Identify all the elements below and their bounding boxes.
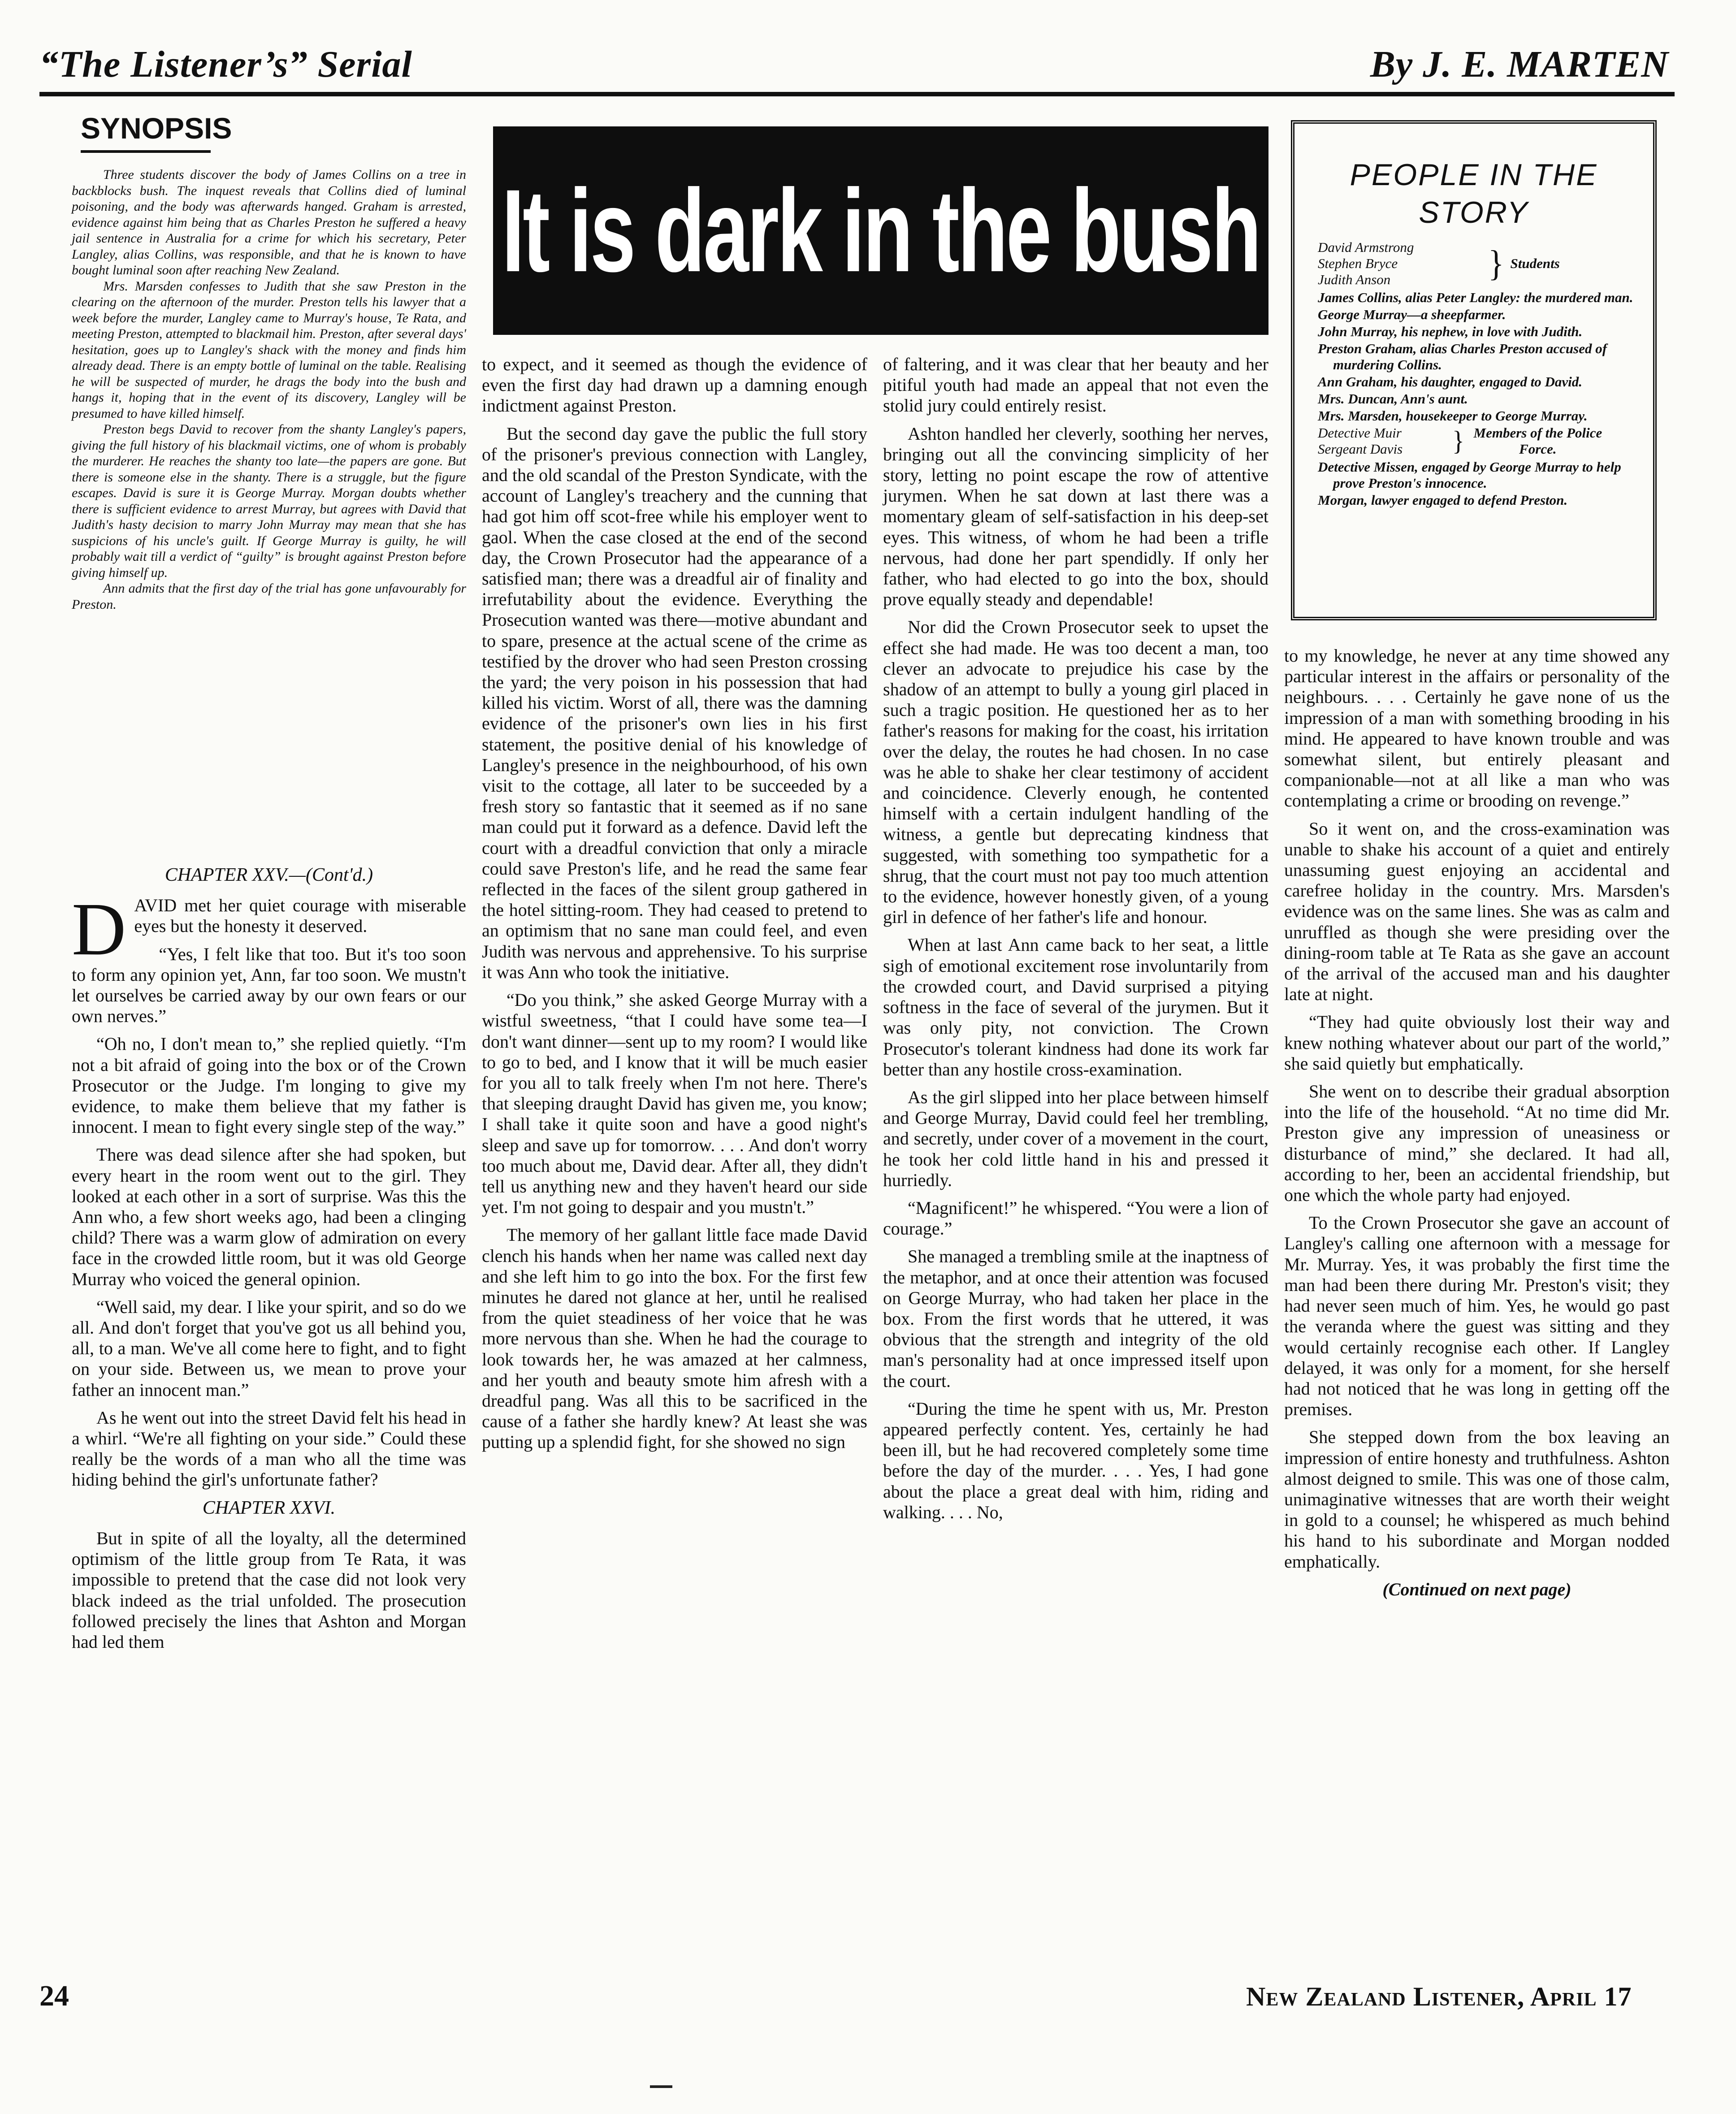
synopsis-paragraph: Three students discover the body of James Collins on a tree in backblocks bush. The inquest reveals that Collins died of luminal poisoning, and the body was afterwards hanged. Graham is arrested, evidence against him being that as Charles Preston he suffered a heavy jail sentence in Australia for a crime for which his secretary, Peter Langley, alias Collins, was responsible, and that he is known to have bought luminal soon after reaching New Zealand. (72, 167, 466, 277)
character-entry: Detective Missen, engaged by George Murray to help prove Preston's innocence. (1318, 459, 1621, 491)
publication-footer: New Zealand Listener, April 17 (1246, 1982, 1632, 2011)
story-paragraph: But the second day gave the public the full story of the prisoner's previous connection with Langley, and the old scandal of the Preston Syndicate, with the account of Langley's treachery and the cunning that had got him off scot-free while his employer went to gaol. When the case closed at the end of the second day, the Crown Prosecutor had the appearance of a satisfied man; there was a dreadful air of finality and irrefutability about the evidence. Everything the Prosecution wanted was there—motive abundant and to spare, presence at the actual scene of the crime as testified by the drover who had seen Preston crossing the yard; the very poison in his possession that had killed his victim. Worst of all, there was the damning evidence of the prisoner's own lies in his first statement, the positive denial of his knowledge of Langley's presence in the neighbourhood, of his own visit to the cottage, all later to be succeeded by a fresh story so fantastic that it seemed as if no sane man could put it forward as a defence. David left the court with a dreadful conviction that only a miracle could save Preston's life, and he read the same fear reflected in the faces of the silent group gathered in the hotel sitting-room. They had ceased to pretend to an optimism that no sane man could feel, and even Judith was nervous and apprehensive. To his surprise it was Ann who took the initiative. (482, 423, 867, 982)
synopsis-body (72, 167, 466, 612)
character-entry: Mrs. Duncan, Ann's aunt. (1318, 391, 1468, 407)
story-paragraph: to expect, and it seemed as though the evidence of even the first day had drawn up a damning enough indictment against Preston. (482, 354, 867, 416)
story-paragraph: She went on to describe their gradual absorption into the life of the household. “At no time did Mr. Preston give any impression of uneasiness or disturbance of mind,” she declared. It had all, according to her, been an accidental friendship, but one which the whole party had enjoyed. (1284, 1081, 1670, 1205)
synopsis-paragraph: Ann admits that the first day of the trial has gone unfavourably for Preston. (72, 581, 466, 612)
character-name: Detective Muir (1318, 425, 1402, 441)
header-rule (39, 92, 1675, 96)
synopsis-paragraph: Mrs. Marsden confesses to Judith that she saw Preston in the clearing on the afternoon of the murder. Preston tells his lawyer that a week before the murder, Langley came to Murray's house, Te Rata, and meeting Preston, attempted to blackmail him. Preston, after several days' hesitation, goes up to Langley's shack with the money and finds him already dead. There is an empty bottle of luminal on the table. Realising he will be suspected of murder, he drags the body into the bush and hangs it, hoping that in the event of its discovery, Langley will be presumed to have killed himself. (72, 278, 466, 421)
character-entry: Mrs. Marsden, housekeeper to George Murray. (1318, 408, 1588, 424)
people-box-title (1294, 156, 1653, 231)
story-paragraph: “Well said, my dear. I like your spirit, and so do we all. And don't forget that you've got us all behind you, all, to a man. We've all come here to fight, and to fight on your side. Between us, we mean to prove your father an innocent man.” (72, 1296, 466, 1400)
story-paragraph: As he went out into the street David felt his head in a whirl. “We're all fighting on your side.” Could these really be the words of a man who all the time was hiding behind the girl's unfortunate father? (72, 1407, 466, 1490)
story-title: It is dark in the bush (502, 165, 1260, 296)
story-paragraph: The memory of her gallant little face made David clench his hands when her name was called next day and she left him to go into the box. For the first few minutes he dared not glance at her, until he realised from the quiet steadiness of her voice that he was more nervous than she. When he had the courage to look towards her, he was amazed at her calmness, and her youth and beauty smote him afresh with a dreadful pang. Was all this to be sacrificed in the cause of a father she hardly knew? At least she was putting up a splendid fight, for she showed no sign (482, 1225, 867, 1452)
story-paragraph: Ashton handled her cleverly, soothing her nerves, bringing out all the convincing simplicity of her story, letting no point escape the row of attentive jurymen. When he sat down at last there was a momentary gleam of self-satisfaction in his deep-set eyes. This witness, of whom he had been a trifle nervous, had done her part spendidly. If only her father, who had elected to go into the box, should prove equally steady and dependable! (883, 423, 1268, 610)
character-entry: Morgan, lawyer engaged to defend Preston. (1318, 492, 1568, 508)
character-entry: Ann Graham, his daughter, engaged to David. (1318, 374, 1582, 390)
people-box-title-line: PEOPLE IN THE (1350, 158, 1598, 192)
story-paragraph: “Magnificent!” he whispered. “You were a lion of courage.” (883, 1197, 1268, 1239)
group-brace: } (1488, 243, 1504, 284)
story-paragraph: She managed a trembling smile at the inaptness of the metaphor, and at once their attention was focused on George Murray, who had taken her place in the box. From the first words that he uttered, it was obvious that the strength and integrity of the old man's personality had at once impressed itself upon the court. (883, 1246, 1268, 1391)
story-column-4 (1284, 645, 1670, 1607)
synopsis-heading: SYNOPSIS (81, 112, 232, 145)
story-paragraph: to my knowledge, he never at any time showed any particular interest in the affairs or personality of the neighbours. . . . Certainly he gave none of us the impression of a man with something brooding in his mind. He appeared to have known trouble and was somewhat silent, but entirely pleasant and companionable—not at all like a man who was contemplating a crime or brooding on revenge.” (1284, 645, 1670, 811)
group-brace: } (1452, 425, 1464, 457)
opening-paragraph-text: AVID met her quiet courage with miserable eyes but the honesty it deserved. (134, 895, 466, 936)
story-paragraph: Nor did the Crown Prosecutor seek to upset the effect she had made. He was too decent a man, too clever an advocate to prejudice his case by the shadow of an attempt to bully a young girl placed in such a tragic position. He questioned her as to her father's reasons for making for the coast, his irritation over the delay, the routes he had chosen. In no case was he able to shake her clear testimony of accident and coincidence. Cleverly enough, he contented himself with a certain indulgent handling of the witness, a gentle but deprecating kindness that suggested, with something too sympathetic for a shrug, that the court must not pay too much attention to the evidence, however honestly given, of a young girl in defence of her father's life and honour. (883, 617, 1268, 927)
group-label: Members of the Police Force. (1473, 425, 1602, 457)
chapter-continued-heading: CHAPTER XXV.—(Cont'd.) (165, 865, 373, 885)
character-name: Stephen Bryce (1318, 256, 1398, 271)
story-paragraph: But in spite of all the loyalty, all the determined optimism of the little group from Te Rata, it was impossible to pretend that the case did not look very black indeed as the trial unfolded. The prosecution followed precisely the lines that Ashton and Morgan had led them (72, 1528, 466, 1652)
character-entry: George Murray—a sheepfarmer. (1318, 307, 1506, 322)
continued-note: (Continued on next page) (1382, 1579, 1571, 1599)
story-column-1 (72, 858, 466, 1659)
character-entry: Preston Graham, alias Charles Preston accused of murdering Collins. (1318, 341, 1607, 373)
story-paragraph: of faltering, and it was clear that her beauty and her pitiful youth had made an appeal that not even the stolid jury could entirely resist. (883, 354, 1268, 416)
page-number: 24 (39, 1980, 69, 2012)
story-paragraph: There was dead silence after she had spoken, but every heart in the room went out to the girl. They looked at each other in a sort of surprise. Was this the Ann who, a few short weeks ago, had been a clinging child? There was a warm glow of admiration on every face in the crowded little room, but it was old George Murray who voiced the general opinion. (72, 1144, 466, 1289)
story-paragraph: As the girl slipped into her place between himself and George Murray, David could feel her trembling, and secretly, under cover of a movement in the court, he took her cold little hand in his and pressed it hurriedly. (883, 1087, 1268, 1190)
author-byline: By J. E. MARTEN (1370, 43, 1669, 85)
character-name: Sergeant Davis (1318, 441, 1403, 457)
character-name: Judith Anson (1318, 272, 1391, 287)
people-in-the-story-box (1291, 120, 1657, 620)
students-group (1318, 239, 1641, 288)
character-name: David Armstrong (1318, 239, 1414, 255)
synopsis-underline (81, 150, 211, 153)
story-paragraph: To the Crown Prosecutor she gave an account of Langley's calling one afternoon with a message for Mr. Murray. Yes, it was probably the first time the man had been there during Mr. Preston's visit; they had never seen much of him. Yes, he would go past the veranda where the guest was sitting and they would certainly recognise each other. If Langley delayed, it was only for a moment, for she herself had not noticed that he was long in getting off the premises. (1284, 1213, 1670, 1420)
story-paragraph: “Oh no, I don't mean to,” she replied quietly. “I'm not a bit afraid of going into the box or of the Crown Prosecutor or the Judge. I'm longing to give my evidence, to make them believe that my father is innocent. I mean to fight every single step of the way.” (72, 1034, 466, 1137)
story-paragraph: “Do you think,” she asked George Murray with a wistful sweetness, “that I could have some tea—I don't want dinner—sent up to my room? I would like to go to bed, and I know that it will be much easier for you all to talk freely when I'm not here. There's that sleeping draught David has given me, you know; I shall take it quite soon and have a good night's sleep and save up for tomorrow. . . . And don't worry too much about me, David dear. After all, they didn't tell us anything new and they haven't heard our side yet. I'm not going to despair and you mustn't.” (482, 990, 867, 1217)
story-column-3 (883, 354, 1268, 1530)
opening-paragraph (72, 888, 466, 971)
students-names (1318, 239, 1488, 288)
title-banner (493, 126, 1268, 335)
story-paragraph: “During the time he spent with us, Mr. Preston appeared perfectly content. Yes, certainly he had been ill, but he had recovered completely some time before the day of the murder. . . . Yes, I had gone about the place a great deal with him, riding and walking. . . . No, (883, 1398, 1268, 1522)
story-paragraph: “Yes, I felt like that too. But it's too soon to form any opinion yet, Ann, far too soon. We mustn't let ourselves be carried away by our own fears or our own nerves.” (72, 944, 466, 1027)
character-entry: John Murray, his nephew, in love with Judith. (1318, 324, 1583, 339)
drop-cap: D (72, 888, 126, 971)
synopsis-paragraph: Preston begs David to recover from the shanty Langley's papers, giving the full history of his blackmail victims, one of whom is probably the murderer. He reaches the shanty too late—the papers are gone. But there is someone else in the shanty. There is a struggle, but the figure escapes. David is sure it is George Murray. Morgan doubts whether there is sufficient evidence to arrest Murray, but agrees with David that Judith's hasty decision to marry John Murray may mean that she has suspicions of his uncle's guilt. If George Murray is guilty, he will probably wait till a verdict of “guilty” is brought against Preston before giving himself up. (72, 422, 466, 580)
story-paragraph: She stepped down from the box leaving an impression of entire honesty and truthfulness. Ashton almost deigned to smile. This was one of those calm, unimaginative witnesses that are worth their weight in gold to a counsel; he whispered as much behind his hand to his subordinate and Morgan nodded emphatically. (1284, 1427, 1670, 1572)
character-entry: James Collins, alias Peter Langley: the murdered man. (1318, 290, 1633, 305)
police-group (1318, 425, 1641, 457)
group-label: Students (1510, 256, 1560, 271)
story-paragraph: When at last Ann came back to her seat, a little sigh of emotional excitement rose involuntarily from the crowded court, and David surprised a pitying softness in the face of several of the jurymen. But it was only pity, not conviction. The Crown Prosecutor's tolerant kindness had done its work far better than any hostile cross-examination. (883, 935, 1268, 1079)
story-paragraph: “They had quite obviously lost their way and knew nothing whatever about our part of the world,” she said quietly but emphatically. (1284, 1012, 1670, 1074)
story-paragraph: So it went on, and the cross-examination was unable to shake his account of a quiet and entirely unassuming guest enjoying an accidental and carefree holiday in the country. Mrs. Marsden's evidence was on the same lines. She was as calm and unruffled as though she were presiding over the dining-room table at Te Rata as she gave an account of the arrival of the accused man and his daughter late at night. (1284, 818, 1670, 1005)
serial-heading: “The Listener’s” Serial (39, 43, 412, 85)
police-names (1318, 425, 1452, 457)
chapter-heading: CHAPTER XXVI. (202, 1497, 336, 1518)
people-list (1318, 239, 1641, 509)
people-box-title-line: STORY (1419, 195, 1529, 230)
print-mark (650, 2085, 672, 2088)
story-column-2 (482, 354, 867, 1460)
